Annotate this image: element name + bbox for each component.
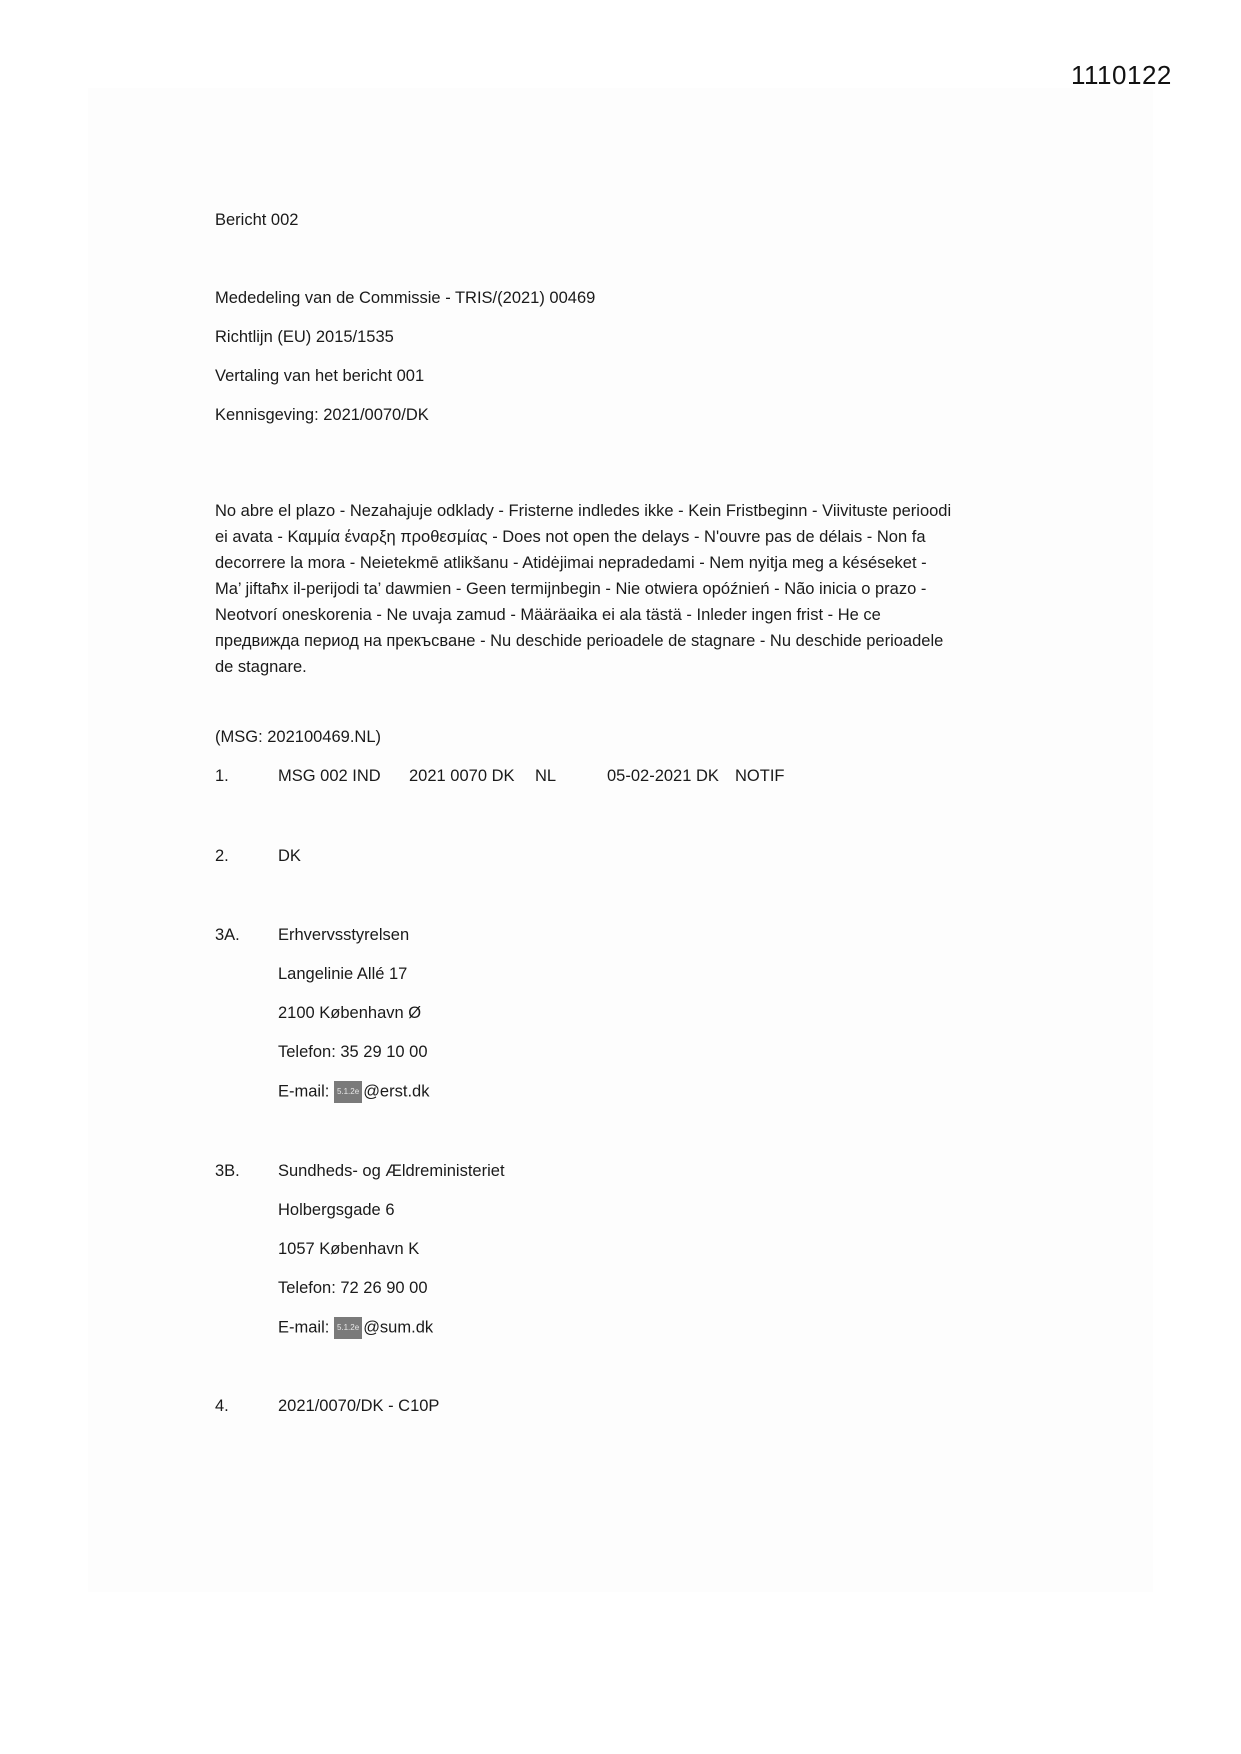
ministry-city: 1057 København K [278,1240,420,1258]
disclaimer-line: Neotvorí oneskorenia - Ne uvaja zamud - Määräaika ei ala tästä - Inleder ingen frist - Не се [215,606,881,624]
authority-email [278,1081,429,1103]
date-country: 05-02-2021 DK [607,767,719,785]
item-number: 2. [215,847,229,865]
authority-name: Erhvervsstyrelsen [278,926,410,944]
disclaimer-line: ei avata - Καμμία έναρξη προθεσμίας - Does not open the delays - N'ouvre pas de délais - Non fa [215,528,926,546]
notification-reference: 2021/0070/DK - C10P [278,1397,440,1415]
document-id: 1110122 [1071,60,1172,90]
item-2 [215,846,1035,868]
authority-phone: Telefon: 35 29 10 00 [278,1043,428,1061]
notification-code: 2021 0070 DK [409,767,515,785]
email-domain: @erst.dk [363,1082,430,1101]
message-kind: NOTIF [735,767,785,785]
disclaimer-paragraph [215,498,1035,680]
disclaimer-line: No abre el plazo - Nezahajuje odklady - Fristerne indledes ikke - Kein Fristbeginn - Viivituste perioodi [215,502,952,520]
directive: Richtlijn (EU) 2015/1535 [215,328,394,346]
msg-reference: (MSG: 202100469.NL) [215,728,382,746]
message-type: MSG 002 IND [278,767,381,785]
disclaimer-line: decorrere la mora - Neietekmē atlikšanu - Atidėjimai nepradedami - Nem nyitja meg a késéseket - [215,554,927,572]
page-background [88,88,1153,1592]
commission-notice: Mededeling van de Commissie - TRIS/(2021) 00469 [215,289,596,307]
item-1 [215,766,1035,788]
redaction-box: 5.1.2e [334,1317,362,1339]
disclaimer-line: предвижда период на прекъсване - Nu deschide perioadele de stagnare - Nu deschide perioadele [215,632,944,650]
item-4 [215,1396,1035,1418]
ministry-name: Sundheds- og Ældreministeriet [278,1162,505,1180]
item-number: 4. [215,1397,229,1415]
ministry-phone: Telefon: 72 26 90 00 [278,1279,428,1297]
ministry-street: Holbergsgade 6 [278,1201,395,1219]
language-code: NL [535,767,557,785]
item-3a [215,925,1035,1125]
email-label: E-mail: [278,1318,330,1337]
item-3b [215,1161,1035,1361]
notification-number: Kennisgeving: 2021/0070/DK [215,406,429,424]
item-number: 3A. [215,926,240,944]
authority-street: Langelinie Allé 17 [278,965,408,983]
email-label: E-mail: [278,1082,330,1101]
member-state: DK [278,847,301,865]
ministry-email [278,1317,433,1339]
translation-note: Vertaling van het bericht 001 [215,367,425,385]
item-number: 3B. [215,1162,240,1180]
authority-city: 2100 København Ø [278,1004,422,1022]
item-number: 1. [215,767,229,785]
message-title: Bericht 002 [215,211,299,229]
redaction-box: 5.1.2e [334,1081,362,1103]
disclaimer-line: de stagnare. [215,658,307,676]
email-domain: @sum.dk [363,1318,434,1337]
disclaimer-line: Ma’ jiftaħx il-perijodi ta’ dawmien - Geen termijnbegin - Nie otwiera opóźnień - Não inicia o prazo - [215,580,927,598]
